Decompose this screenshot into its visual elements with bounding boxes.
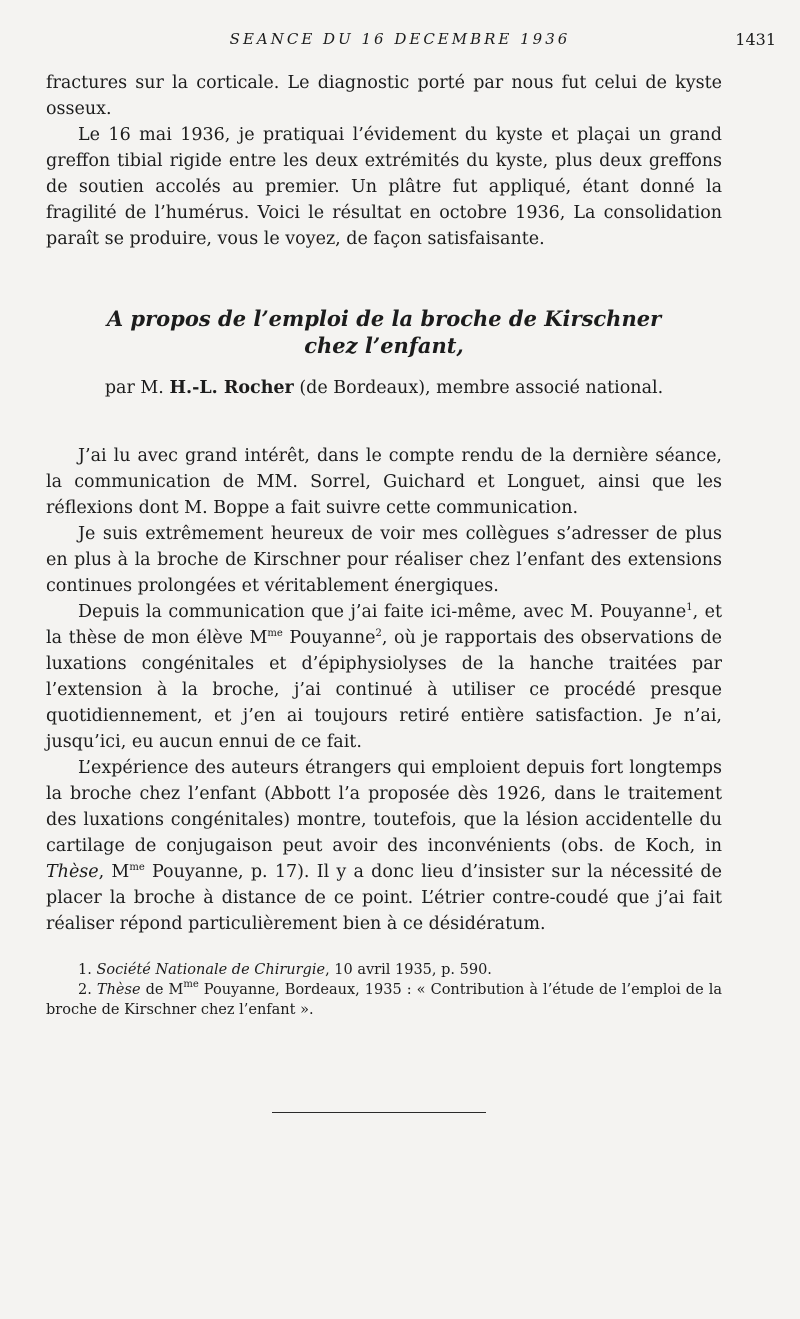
byline <box>46 378 722 398</box>
running-title: SEANCE DU 16 DECEMBRE 1936 <box>229 30 571 48</box>
author-name: H.-L. Rocher <box>169 378 294 398</box>
paragraph-2: Je suis extrêmement heureux de voir mes collègues s’adresser de plus en plus à la broche de Kirschner pour réaliser chez l’enfant des extensions continues prolongées et véritablement énergiques. <box>46 524 722 596</box>
paragraph-operation: Le 16 mai 1936, je pratiquai l’évidement du kyste et plaçai un grand greffon tibial rigide entre les deux extrémités du kyste, plus deux greffons de soutien accolés au premier. Un plâtre fut appliqué, étant donné la fragilité de l’humérus. Voici le résultat en octobre 1936, La consolidation paraît se produire, vous le voyez, de façon satisfaisante. <box>46 125 722 249</box>
footnote-ref-1: 1 <box>686 602 693 613</box>
paragraph-continued: fractures sur la corticale. Le diagnostic porté par nous fut celui de kyste osseux. <box>46 73 722 119</box>
page-number: 1431 <box>735 30 776 49</box>
byline-prefix: par M. <box>104 378 164 398</box>
article-title-line-2: chez l’enfant, <box>304 333 464 358</box>
paragraph-4: L’expérience des auteurs étrangers qui emploient depuis fort longtemps la broche chez l’enfant (Abbott l’a proposée dès 1926, dans le traitement des luxations congénitales) montre, toutefois, que la lésion accidentelle du cartilage de conjugaison peut avoir des inconvénients (obs. de Koch, in Thèse, $M^{me}$ Pouyanne, p. 17). Il y a donc lieu d’insister sur la nécessité de placer la broche à distance de ce point. L’étrier contre-coudé que j’ai fait réaliser répond particulièrement bien à ce désidératum. <box>46 758 722 934</box>
end-rule <box>272 1112 486 1113</box>
article-title-line-1: A propos de l’emploi de la broche de Kirschner <box>106 306 662 331</box>
running-head <box>0 30 800 52</box>
article-body <box>46 443 722 937</box>
paragraph-1: J’ai lu avec grand intérêt, dans le compte rendu de la dernière séance, la communication de MM. Sorrel, Guichard et Longuet, ainsi que les réflexions dont M. Boppe a fait suivre cette communication. <box>46 446 722 518</box>
footnotes <box>46 960 722 1020</box>
continued-text <box>46 70 722 252</box>
footnote-1: 1. Société Nationale de Chirurgie, 10 avril 1935, p. 590. <box>78 962 492 978</box>
footnote-2: 2. Thèse de $M^{me}$ Pouyanne, Bordeaux, 1935 : « Contribution à l’étude de l’emploi de la broche de Kirschner chez l’enfant ». <box>46 979 722 1018</box>
paragraph-3: Depuis la communication que j’ai faite ici-même, avec M. Pouyanne$^1$, et la thèse de mon élève $M^{me}$ Pouyanne$^2$, où je rapportais des observations de luxations congénitales et d’épiphysiolyses de la hanche traitées par l’extension à la broche, j’ai continué à utiliser ce procédé presque quotidiennement, et j’en ai toujours retiré entière satisfaction. Je n’ai, jusqu’ici, eu aucun ennui de ce fait. <box>46 602 723 752</box>
byline-suffix: (de Bordeaux), membre associé national. <box>299 378 664 398</box>
footnote-ref-2: 2 <box>375 628 382 639</box>
article-title <box>46 305 722 359</box>
